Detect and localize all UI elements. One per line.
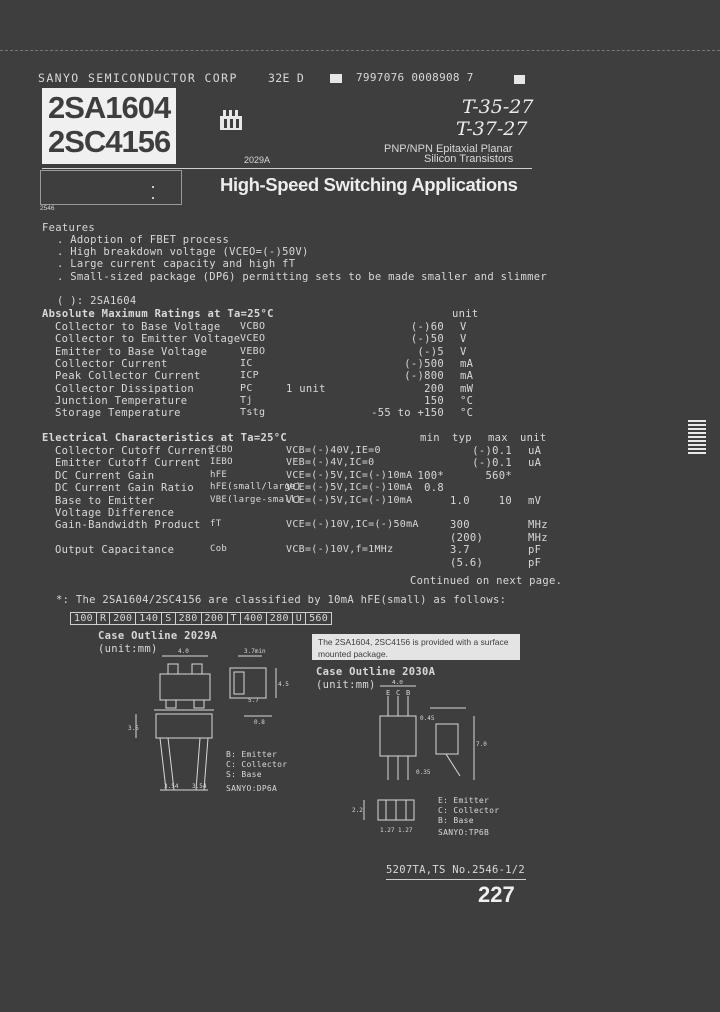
header-code: 32E D	[268, 71, 305, 85]
feature-item: . High breakdown voltage (VCEO=(-)50V)	[57, 246, 309, 258]
page-number: 227	[478, 882, 515, 907]
abs-max-heading: Absolute Maximum Ratings at Ta=25°C	[42, 308, 274, 320]
char-condition: VCE=(-)10V,IC=(-)50mA	[286, 519, 419, 531]
char-symbol: ICBO	[210, 445, 233, 455]
case2-dim: 2.2	[352, 807, 363, 814]
classification-cell: U	[292, 613, 305, 625]
classification-cell: 200	[201, 613, 227, 625]
char-condition: VCE=(-)5V,IC=(-)10mA	[286, 482, 413, 494]
classification-cell: 280	[175, 613, 201, 625]
title-rule	[42, 168, 532, 169]
rating-label: Junction Temperature	[55, 394, 188, 407]
col-min: min	[420, 432, 440, 444]
char-label: Base to Emitter	[55, 494, 155, 507]
case2-pin: C: Collector	[438, 806, 500, 815]
case2-pin: B: Base	[438, 816, 474, 825]
case1-name: SANYO:DP6A	[226, 784, 278, 793]
feature-item: . Adoption of FBET process	[57, 234, 230, 246]
small-code: 2546	[40, 205, 55, 212]
char-label: Output Capacitance	[55, 544, 175, 557]
rating-value: (-)500	[404, 357, 444, 370]
marker-square-2	[514, 75, 525, 84]
char-unit: MHz	[528, 519, 548, 532]
char-unit: pF	[528, 544, 542, 557]
handwritten-code-1: T-35-27	[462, 96, 534, 118]
case2-dim: 1.27	[398, 827, 413, 834]
case2-dim: 0.35	[416, 769, 431, 776]
char-symbol: hFE	[210, 469, 228, 480]
rating-unit: °C	[460, 407, 474, 420]
rating-unit: mA	[460, 357, 474, 370]
char-symbol: Cob	[210, 544, 228, 555]
case2-dim: 4.0	[392, 680, 403, 686]
case1-pin: C: Collector	[226, 760, 288, 769]
rating-symbol: IC	[240, 357, 253, 369]
part-number-box	[42, 88, 176, 164]
case1-dim: 3.54	[164, 783, 179, 790]
rating-label: Emitter to Base Voltage	[55, 345, 208, 358]
char-unit: mV	[528, 494, 542, 507]
case2-pin-letter: B	[406, 689, 411, 697]
char-label: Voltage Difference	[55, 507, 175, 519]
case2-dim: 7.0	[476, 741, 487, 748]
case1-dim: 4.5	[278, 681, 289, 688]
case2-unit: (unit:mm)	[316, 679, 376, 691]
char-max: 10	[498, 494, 512, 507]
elec-heading: Electrical Characteristics at Ta=25°C	[42, 432, 287, 444]
rating-symbol: ICP	[240, 370, 259, 382]
edge-marks	[688, 420, 706, 456]
rating-value: 200	[424, 382, 444, 395]
abs-unit-header: unit	[452, 308, 479, 320]
rating-symbol: Tstg	[240, 407, 266, 419]
dot	[152, 197, 154, 199]
blank-box	[40, 170, 182, 205]
char-min: 100*	[417, 469, 444, 482]
char-condition: VCE=(-)5V,IC=(-)10mA	[286, 469, 413, 481]
classification-table	[70, 612, 332, 625]
rating-symbol: VCEO	[240, 333, 266, 345]
classification-cell: 140	[136, 613, 162, 625]
doc-number: 7997076 0008908 7	[356, 71, 474, 84]
rating-condition: 1 unit	[286, 382, 326, 395]
classification-note: *: The 2SA1604/2SC4156 are classified by 10mA hFE(small) as follows:	[56, 594, 507, 606]
char-symbol: VBE(large-small)	[210, 494, 302, 505]
char-label: Emitter Cutoff Current	[55, 457, 201, 470]
classification-cell: T	[227, 613, 240, 625]
case1-dim: 3.54	[192, 783, 207, 790]
rating-label: Collector to Emitter Voltage	[55, 333, 241, 346]
case1-dim: 4.0	[178, 648, 189, 655]
classification-cell: 100	[71, 613, 97, 625]
feature-item: . Small-sized package (DP6) permitting sets to be made smaller and slimmer	[57, 271, 547, 283]
package-icon	[218, 110, 244, 132]
rating-value: (-)5	[417, 345, 444, 358]
part-number-2: 2SC4156	[48, 124, 171, 159]
case1-dim: 3.5	[128, 725, 139, 732]
page-title: High-Speed Switching Applications	[220, 174, 518, 195]
case1-unit: (unit:mm)	[98, 643, 158, 655]
char-label: DC Current Gain	[55, 469, 155, 482]
char-symbol: IEBO	[210, 457, 233, 468]
char-typ: 300	[450, 519, 470, 532]
char-condition: VCB=(-)10V,f=1MHz	[286, 544, 394, 556]
case2-pin-letter: E	[386, 689, 391, 697]
rating-symbol: VCBO	[240, 321, 266, 332]
classification-cell: R	[96, 613, 109, 625]
case1-dim: 0.8	[254, 719, 265, 726]
case1-dim: 3.7min	[244, 648, 266, 655]
rating-value: (-)60	[410, 321, 444, 333]
case2-pin: E: Emitter	[438, 796, 490, 805]
rating-value: -55 to +150	[371, 407, 444, 420]
char-condition: VCB=(-)40V,IE=0	[286, 445, 381, 456]
rating-value: (-)800	[404, 370, 444, 383]
rating-label: Storage Temperature	[55, 407, 181, 420]
rating-label: Collector to Base Voltage	[55, 321, 221, 333]
rating-symbol: Tj	[240, 394, 253, 406]
case1-dim: 5.7	[248, 697, 259, 704]
dot	[152, 186, 154, 188]
char-max: 560*	[485, 469, 512, 482]
handwritten-code-2: T-37-27	[456, 118, 528, 140]
col-unit: unit	[520, 432, 547, 444]
char-unit: MHz	[528, 531, 548, 544]
col-typ: typ	[452, 432, 472, 444]
char-label: DC Current Gain Ratio	[55, 482, 195, 495]
char-unit: pF	[528, 556, 542, 569]
char-typ: (5.6)	[450, 556, 484, 569]
surface-mount-note: The 2SA1604, 2SC4156 is provided with a surface mounted package.	[312, 634, 520, 660]
rating-unit: V	[460, 333, 467, 346]
case2-name: SANYO:TP6B	[438, 828, 490, 837]
rating-symbol: PC	[240, 382, 253, 394]
marker-square	[330, 74, 342, 83]
char-symbol: fT	[210, 519, 222, 530]
case1-drawing	[120, 644, 300, 794]
rating-label: Collector Current	[55, 357, 168, 370]
case2-bottom-view	[352, 796, 452, 836]
char-typ: 3.7	[450, 544, 470, 557]
classification-cell: 400	[240, 613, 266, 625]
case1-title: Case Outline 2029A	[98, 630, 218, 642]
char-label: Gain-Bandwidth Product	[55, 519, 201, 532]
char-max: (-)0.1	[472, 445, 512, 457]
rating-unit: mA	[460, 370, 474, 383]
company-name: SANYO SEMICONDUCTOR CORP	[38, 71, 238, 85]
char-typ: 1.0	[450, 494, 470, 507]
char-typ: (200)	[450, 531, 484, 544]
part-number-1: 2SA1604	[48, 90, 171, 125]
features-note: ( ): 2SA1604	[57, 295, 137, 307]
continued-note: Continued on next page.	[410, 575, 563, 587]
case2-title: Case Outline 2030A	[316, 666, 436, 678]
rating-value: (-)50	[410, 333, 444, 346]
rating-symbol: VEBO	[240, 345, 266, 357]
case1-pin: S: Base	[226, 770, 262, 779]
char-unit: uA	[528, 457, 542, 470]
char-min: 0.8	[424, 482, 444, 495]
char-symbol: hFE(small/large)	[210, 482, 302, 493]
classification-cell: 200	[110, 613, 136, 625]
package-label: 2029A	[244, 155, 271, 165]
case2-pin-letter: C	[396, 689, 401, 697]
classification-cell: 560	[306, 613, 332, 625]
classification-cell: S	[162, 613, 175, 625]
rating-unit: V	[460, 321, 467, 333]
rating-label: Collector Dissipation	[55, 382, 195, 395]
footer-code: 5207TA,TS No.2546-1/2	[386, 864, 526, 876]
char-max: (-)0.1	[472, 457, 512, 470]
case2-dim: 0.45	[420, 715, 435, 722]
features-heading: Features	[42, 222, 95, 234]
char-label: Collector Cutoff Current	[55, 445, 214, 457]
char-condition: VCE=(-)5V,IC=(-)10mA	[286, 494, 413, 506]
subtitle-1: PNP/NPN Epitaxial Planar	[384, 143, 513, 155]
char-condition: VEB=(-)4V,IC=0	[286, 457, 375, 469]
rating-label: Peak Collector Current	[55, 370, 201, 383]
subtitle-2: Silicon Transistors	[424, 153, 514, 165]
top-edge	[0, 50, 720, 51]
footer-rule	[386, 879, 526, 880]
rating-unit: V	[460, 345, 467, 358]
rating-unit: °C	[460, 394, 474, 407]
rating-value: 150	[424, 394, 444, 407]
col-max: max	[488, 432, 508, 444]
classification-cell: 280	[266, 613, 292, 625]
char-unit: uA	[528, 445, 542, 457]
rating-unit: mW	[460, 382, 474, 395]
feature-item: . Large current capacity and high fT	[57, 258, 296, 270]
case1-pin: B: Emitter	[226, 750, 278, 759]
case2-dim: 1.27	[380, 827, 395, 834]
